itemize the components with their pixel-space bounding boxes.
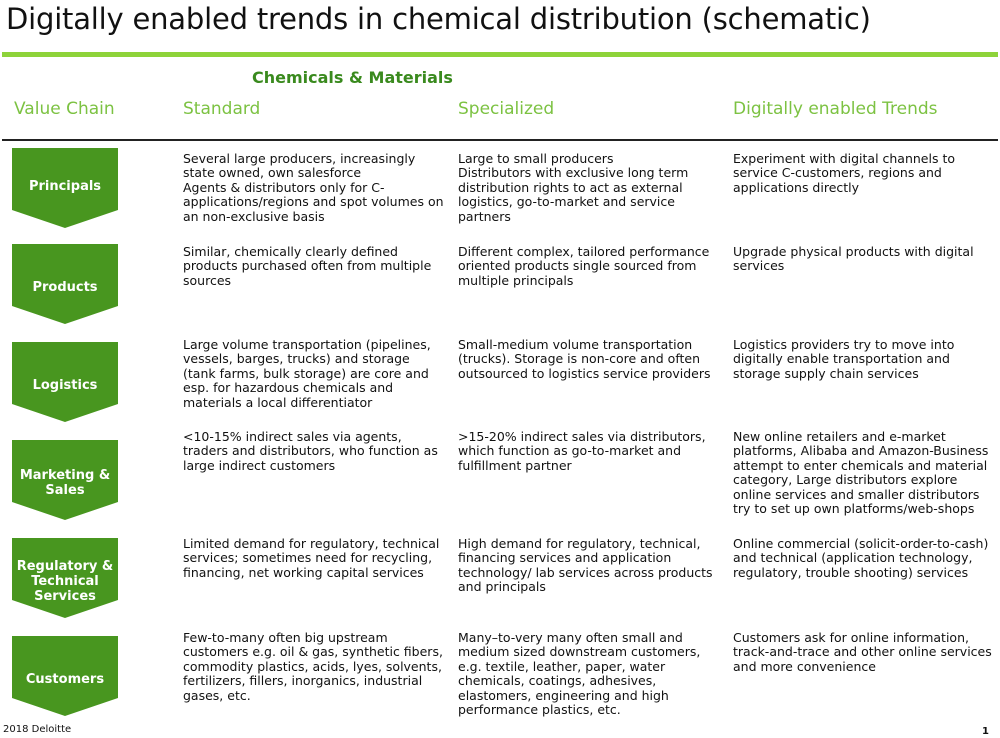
cell-standard: Similar, chemically clearly defined products purchased often from multiple sources: [183, 244, 432, 288]
cell-specialized: >15-20% indirect sales via distributors, which function as go-to-market and fulfillment partner: [458, 429, 706, 473]
cell-specialized: Different complex, tailored performance oriented products single sourced from multiple principals: [458, 244, 710, 288]
title-underline: [2, 52, 998, 57]
cell-digital: New online retailers and e-market platforms, Alibaba and Amazon-Business attempt to enter chemicals and material category, Large distributors explore online services and smaller distributors try to set up own platforms/web-shops: [733, 429, 989, 517]
page-title: Digitally enabled trends in chemical distribution (schematic): [6, 2, 871, 36]
column-header-specialized: Specialized: [458, 99, 555, 119]
footer-copyright: 2018 Deloitte: [3, 724, 72, 735]
cell-standard: Large volume transportation (pipelines, vessels, barges, trucks) and storage (tank farms, bulk storage) are core and esp. for hazardous chemicals and materials a local differentiator: [183, 337, 431, 410]
page-number: 1: [982, 726, 989, 737]
cell-standard: <10-15% indirect sales via agents, traders and distributors, who function as large indirect customers: [183, 429, 438, 473]
cell-specialized: Large to small producers Distributors with exclusive long term distribution rights to act as external logistics, go-to-market and service partners: [458, 151, 689, 224]
header-divider: [2, 139, 998, 141]
cell-digital: Online commercial (solicit-order-to-cash) and technical (application technology, regulatory, trouble shooting) services: [733, 536, 989, 580]
chevron-label: Marketing & Sales: [19, 468, 111, 498]
column-header-value-chain: Value Chain: [14, 99, 115, 119]
cell-digital: Upgrade physical products with digital services: [733, 244, 974, 274]
column-header-digital-trends: Digitally enabled Trends: [733, 99, 938, 119]
cell-standard: Several large producers, increasingly state owned, own salesforce Agents & distributors only for C-applications/regions and spot volumes on an non-exclusive basis: [183, 151, 444, 224]
column-header-standard: Standard: [183, 99, 261, 119]
section-header: Chemicals & Materials: [252, 68, 453, 87]
cell-digital: Logistics providers try to move into digitally enable transportation and storage supply chain services: [733, 337, 955, 381]
cell-specialized: Many–to-very many often small and medium sized downstream customers, e.g. textile, leather, paper, water chemicals, coatings, adhesives, elastomers, engineering and high performance plastics, etc.: [458, 630, 701, 718]
cell-specialized: High demand for regulatory, technical, financing services and application technology/ lab services across products and principals: [458, 536, 713, 595]
chevron-label: Principals: [28, 179, 102, 194]
cell-digital: Experiment with digital channels to service C-customers, regions and applications directly: [733, 151, 956, 195]
cell-standard: Limited demand for regulatory, technical services; sometimes need for recycling, financing, net working capital services: [183, 536, 440, 580]
chevron-label: Customers: [25, 672, 105, 687]
chevron-label: Products: [32, 280, 98, 295]
cell-standard: Few-to-many often big upstream customers e.g. oil & gas, synthetic fibers, commodity plastics, acids, lyes, solvents, fertilizers, fillers, inorganics, industrial gases, etc.: [183, 630, 443, 703]
cell-specialized: Small-medium volume transportation (trucks). Storage is non-core and often outsourced to logistics service providers: [458, 337, 711, 381]
chevron-label: Regulatory & Technical Services: [16, 559, 114, 604]
cell-digital: Customers ask for online information, track-and-trace and other online services and more convenience: [733, 630, 992, 674]
chevron-label: Logistics: [32, 378, 98, 393]
